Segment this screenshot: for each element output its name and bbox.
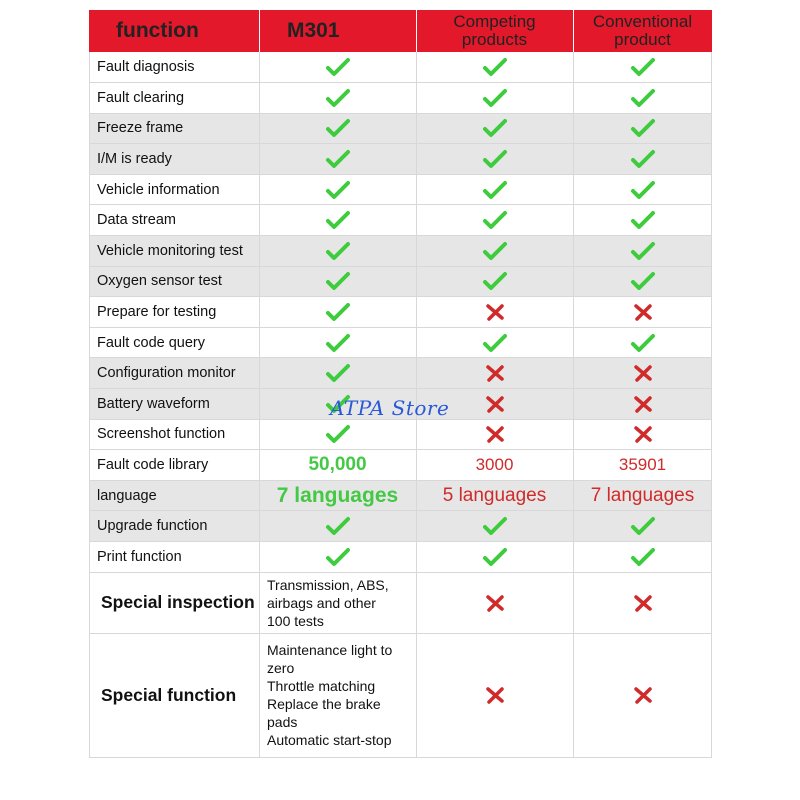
table-row [89, 174, 712, 205]
check-icon [482, 57, 508, 77]
cross-icon [632, 686, 654, 704]
conventional-cell [573, 511, 712, 542]
feature-label [89, 450, 259, 481]
feature-label [89, 480, 259, 511]
watermark: ATPA Store [330, 396, 450, 420]
m301-cell [259, 297, 416, 328]
check-icon [482, 333, 508, 353]
feature-label-text: Vehicle information [97, 181, 220, 198]
m301-cell [259, 113, 416, 144]
header-function: function [116, 19, 199, 42]
table-row [89, 511, 712, 542]
competing-value: 3000 [475, 455, 514, 475]
feature-label-text: Prepare for testing [97, 304, 217, 321]
competing-cell [416, 480, 573, 511]
m301-cell [259, 266, 416, 297]
feature-label [89, 572, 259, 633]
conventional-cell [573, 236, 712, 267]
feature-label [89, 389, 259, 420]
conventional-cell [573, 266, 712, 297]
feature-label [89, 511, 259, 542]
table-row [89, 450, 712, 481]
row-divider [89, 82, 712, 83]
table-row [89, 144, 712, 175]
m301-cell [259, 358, 416, 389]
header-conventional-line1: Conventional [592, 12, 693, 31]
check-icon [325, 241, 351, 261]
cross-icon [632, 395, 654, 413]
table-row [89, 327, 712, 358]
conventional-cell [573, 480, 712, 511]
row-divider [89, 510, 712, 511]
m301-line: Maintenance light to [267, 642, 393, 659]
m301-cell [259, 144, 416, 175]
check-icon [482, 271, 508, 291]
table-row [89, 542, 712, 573]
feature-label-text: Print function [97, 548, 182, 565]
feature-label-text: Fault diagnosis [97, 59, 195, 76]
check-icon [630, 547, 656, 567]
row-divider [89, 541, 712, 542]
m301-cell [259, 236, 416, 267]
feature-label-text: Freeze frame [97, 120, 184, 137]
feature-label-text: Upgrade function [97, 518, 208, 535]
cross-icon [484, 686, 506, 704]
cross-icon [484, 594, 506, 612]
competing-cell [416, 327, 573, 358]
header-separator [259, 10, 260, 52]
feature-label-text: I/M is ready [97, 151, 172, 168]
table-row [89, 633, 712, 757]
feature-label-text: Screenshot function [97, 426, 226, 443]
check-icon [630, 210, 656, 230]
feature-label [89, 236, 259, 267]
m301-line: 100 tests [267, 612, 324, 629]
competing-cell [416, 450, 573, 481]
m301-line: Replace the brake [267, 696, 381, 713]
check-icon [482, 180, 508, 200]
row-divider [89, 449, 712, 450]
table-row [89, 480, 712, 511]
check-icon [325, 180, 351, 200]
check-icon [630, 333, 656, 353]
m301-line: Transmission, ABS, [267, 576, 389, 593]
check-icon [325, 271, 351, 291]
column-divider [259, 52, 260, 757]
check-icon [630, 180, 656, 200]
competing-cell [416, 113, 573, 144]
m301-cell [259, 83, 416, 114]
row-divider [89, 113, 712, 114]
table-row [89, 113, 712, 144]
conventional-cell [573, 450, 712, 481]
competing-cell [416, 358, 573, 389]
feature-label-text: Fault clearing [97, 89, 185, 106]
m301-line: Automatic start-stop [267, 732, 392, 749]
feature-label-text: Vehicle monitoring test [97, 242, 243, 259]
check-icon [325, 363, 351, 383]
competing-cell [416, 52, 573, 83]
cross-icon [632, 364, 654, 382]
header-competing-line2: products [461, 30, 528, 49]
table-row [89, 52, 712, 83]
header-conventional-line2: product [614, 30, 671, 49]
m301-value: 7 languages [276, 483, 399, 507]
conventional-cell [573, 52, 712, 83]
cross-icon [484, 303, 506, 321]
table-row [89, 266, 712, 297]
row-divider [89, 143, 712, 144]
conventional-value: 35901 [618, 455, 667, 475]
table-row [89, 572, 712, 633]
check-icon [325, 149, 351, 169]
conventional-cell [573, 542, 712, 573]
row-divider [89, 327, 712, 328]
check-icon [325, 210, 351, 230]
row-divider [89, 204, 712, 205]
feature-label-text: Fault code query [97, 334, 206, 351]
row-divider [89, 388, 712, 389]
m301-cell [259, 542, 416, 573]
feature-label [89, 174, 259, 205]
conventional-cell [573, 144, 712, 175]
conventional-cell [573, 633, 712, 757]
check-icon [482, 88, 508, 108]
m301-value: 50,000 [308, 454, 367, 476]
competing-cell [416, 266, 573, 297]
competing-cell [416, 174, 573, 205]
table-row [89, 236, 712, 267]
row-divider [89, 174, 712, 175]
check-icon [630, 516, 656, 536]
check-icon [630, 271, 656, 291]
feature-label [89, 266, 259, 297]
feature-label [89, 327, 259, 358]
competing-cell [416, 144, 573, 175]
m301-cell [259, 205, 416, 236]
header-separator [573, 10, 574, 52]
feature-label-text: Battery waveform [97, 395, 210, 412]
feature-label [89, 633, 259, 757]
feature-label-text: Fault code library [97, 457, 209, 474]
comparison-table [89, 10, 712, 757]
competing-cell [416, 236, 573, 267]
column-divider [89, 52, 90, 757]
check-icon [482, 547, 508, 567]
m301-cell [259, 174, 416, 205]
conventional-cell [573, 419, 712, 450]
check-icon [630, 118, 656, 138]
row-divider [89, 296, 712, 297]
check-icon [325, 333, 351, 353]
row-divider [89, 633, 712, 634]
column-divider [711, 52, 712, 757]
check-icon [325, 57, 351, 77]
check-icon [325, 88, 351, 108]
feature-label-text: language [97, 487, 157, 504]
conventional-cell [573, 572, 712, 633]
check-icon [482, 516, 508, 536]
competing-cell [416, 542, 573, 573]
feature-label-text: Special function [101, 684, 237, 705]
table-row [89, 358, 712, 389]
conventional-cell [573, 297, 712, 328]
conventional-cell [573, 174, 712, 205]
m301-cell [259, 633, 416, 757]
table-header [89, 10, 712, 52]
check-icon [482, 118, 508, 138]
feature-label-text: Special inspection [101, 592, 255, 613]
conventional-cell [573, 358, 712, 389]
check-icon [325, 516, 351, 536]
cross-icon [632, 425, 654, 443]
feature-label [89, 297, 259, 328]
check-icon [325, 302, 351, 322]
check-icon [630, 241, 656, 261]
table-row [89, 419, 712, 450]
cross-icon [484, 425, 506, 443]
conventional-cell [573, 83, 712, 114]
table-row [89, 205, 712, 236]
check-icon [325, 547, 351, 567]
m301-cell [259, 52, 416, 83]
check-icon [630, 57, 656, 77]
conventional-cell [573, 389, 712, 420]
conventional-cell [573, 327, 712, 358]
feature-label-text: Oxygen sensor test [97, 273, 222, 290]
feature-label [89, 205, 259, 236]
header-competing [416, 10, 573, 52]
m301-cell [259, 419, 416, 450]
m301-cell [259, 480, 416, 511]
row-divider [89, 266, 712, 267]
conventional-cell [573, 205, 712, 236]
header-separator [416, 10, 417, 52]
conventional-value: 7 languages [590, 484, 695, 506]
row-divider [89, 235, 712, 236]
check-icon [630, 88, 656, 108]
feature-label [89, 144, 259, 175]
header-m301: M301 [287, 19, 340, 42]
check-icon [325, 118, 351, 138]
header-competing-line1: Competing [453, 12, 536, 31]
competing-cell [416, 511, 573, 542]
m301-cell [259, 450, 416, 481]
feature-label [89, 52, 259, 83]
feature-label [89, 83, 259, 114]
check-icon [482, 210, 508, 230]
column-divider [573, 52, 574, 757]
m301-cell [259, 511, 416, 542]
m301-cell [259, 327, 416, 358]
feature-label-text: Data stream [97, 212, 176, 229]
row-divider [89, 357, 712, 358]
competing-value: 5 languages [442, 484, 547, 506]
cross-icon [632, 594, 654, 612]
cross-icon [484, 364, 506, 382]
m301-line: zero [267, 660, 295, 677]
m301-cell [259, 572, 416, 633]
m301-line: airbags and other [267, 594, 376, 611]
competing-cell [416, 205, 573, 236]
check-icon [482, 149, 508, 169]
m301-line: Throttle matching [267, 678, 376, 695]
row-divider [89, 757, 712, 758]
feature-label [89, 358, 259, 389]
table-row [89, 297, 712, 328]
competing-cell [416, 83, 573, 114]
check-icon [482, 241, 508, 261]
competing-cell [416, 419, 573, 450]
feature-label [89, 542, 259, 573]
row-divider [89, 572, 712, 573]
competing-cell [416, 572, 573, 633]
m301-line: pads [267, 714, 298, 731]
feature-label-text: Configuration monitor [97, 365, 236, 382]
row-divider [89, 480, 712, 481]
conventional-cell [573, 113, 712, 144]
check-icon [630, 149, 656, 169]
check-icon [325, 424, 351, 444]
cross-icon [632, 303, 654, 321]
cross-icon [484, 395, 506, 413]
competing-cell [416, 633, 573, 757]
header-conventional [573, 10, 712, 52]
feature-label [89, 113, 259, 144]
table-row [89, 83, 712, 114]
feature-label [89, 419, 259, 450]
competing-cell [416, 297, 573, 328]
